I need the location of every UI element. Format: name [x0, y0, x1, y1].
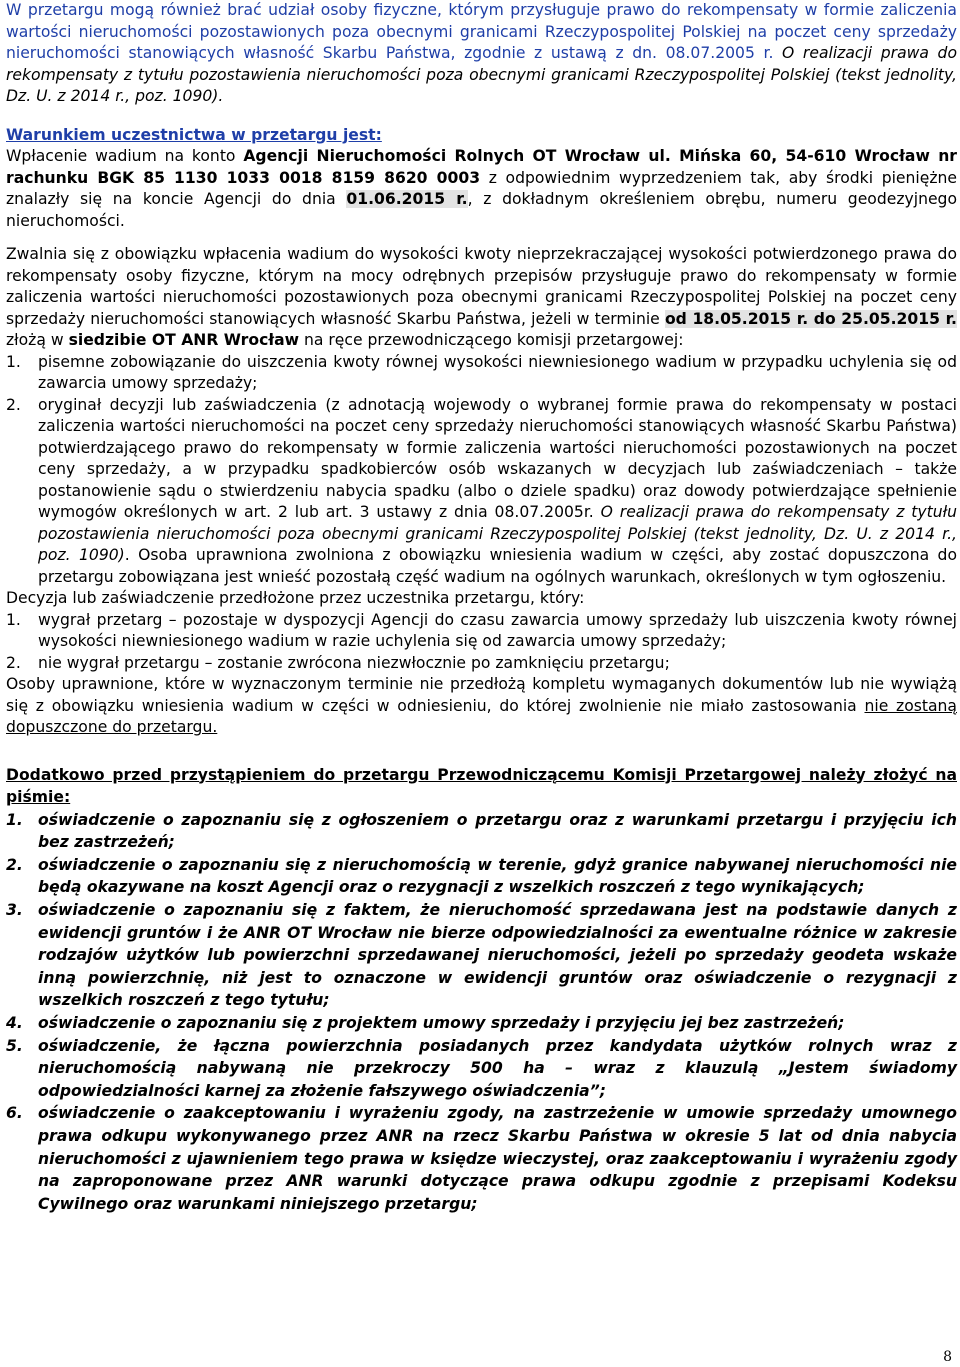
closing-text: Osoby uprawnione, które w wyznaczonym terminie nie przedłożą kompletu wymaganych dokumentów lub nie wywiążą się z obowiązku wniesienia wadium w części w odniesieniu, do której zwolnienie nie miało zastosowania [6, 675, 957, 715]
list-number: 2. [6, 855, 23, 874]
outcome-list-item [0, 653, 960, 675]
list-number: 2. [6, 653, 21, 672]
list-text: oświadczenie o zapoznaniu się z nieruchomością w terenie, gdyż granice nabywanej nieruchomości nie będą okazywane na koszt Agencji oraz o rezygnacji z wszelkich roszczeń z tego wynikających; [38, 855, 957, 897]
list-text: oświadczenie, że łączna powierzchnia posiadanych przez kandydata użytków rolnych wraz z nieruchomością nabywaną nie przekroczy 500 ha – wraz z klauzulą „Jestem świadomy odpowiedzialności karnej za złożenie fałszywego oświadczenia”; [38, 1036, 957, 1100]
exempt-text-2: złożą w [6, 331, 69, 349]
page-number: 8 [943, 1349, 952, 1365]
list-number: 6. [6, 1104, 23, 1123]
list-text-group [38, 395, 957, 589]
list-text: nie wygrał przetargu – zostanie zwrócona niezwłocznie po zamknięciu przetargu; [38, 653, 670, 672]
statement-item [0, 899, 960, 1012]
list-number: 1. [6, 610, 21, 629]
deposit-text-3: , z dokładnym określeniem obrębu, numeru geodezyjnego nieruchomości. [6, 190, 957, 230]
exempt-text-3: na ręce przewodniczącego komisji przetargowej: [299, 331, 684, 349]
deposit-heading [0, 125, 960, 147]
closing-underlined: nie zostaną dopuszczone do przetargu. [6, 696, 957, 736]
list-text: oświadczenie o zapoznaniu się z faktem, że nieruchomość sprzedawana jest na podstawie danych z ewidencji gruntów i że ANR OT Wrocław nie bierze odpowiedzialności za ewentualne różnice w zakresie rodzajów użytków lub powierzchni sprzedawanej nieruchomości, jeżeli po sprzedaży geodeta wskaże inną powierzchnię, niż jest to oznaczone w ewidencji gruntów oraz oświadczenie o rezygnacji z wszelkich roszczeń z tego tytułu; [38, 901, 957, 1010]
list-number: 5. [6, 1036, 23, 1055]
intro-act-reference: O realizacji prawa do rekompensaty z tytułu pozostawienia nieruchomości poza obecnymi granicami Rzeczypospolitej Polskiej (tekst jednolity, Dz. U. z 2014 r., poz. 1090). [6, 44, 957, 105]
decision-paragraph: Decyzja lub zaświadczenie przedłożone przez uczestnika przetargu, który: [6, 589, 585, 607]
list-number: 4. [6, 1014, 23, 1033]
closing-paragraph [0, 674, 960, 739]
statement-item [0, 1035, 960, 1103]
statement-item [0, 1012, 960, 1035]
deposit-heading-text: Warunkiem uczestnictwa w przetargu jest: [6, 125, 382, 144]
intro-text: W przetargu mogą również brać udział osoby fizyczne, którym przysługuje prawo do rekompensaty w formie zaliczenia wartości nieruchomości pozostawionych poza obecnymi granicami Rzeczypospolitej Polskiej na poczet ceny sprzedaży nieruchomości stanowiących własność Skarbu Państwa, zgodnie z ustawą z dn. 08.07.2005 r. [6, 1, 957, 62]
list-text: pisemne zobowiązanie do uiszczenia kwoty równej wysokości niewniesionego wadium w przypadku uchylenia się od zawarcia umowy sprzedaży; [38, 352, 957, 392]
list-text: oświadczenie o zapoznaniu się z projektem umowy sprzedaży i przyjęciu jej bez zastrzeżeń; [38, 1014, 845, 1033]
intro-paragraph [0, 0, 960, 108]
deposit-text-1: Wpłacenie wadium na konto [6, 147, 244, 165]
statement-item [0, 809, 960, 854]
deposit-agency-account: Agencji Nieruchomości Rolnych OT Wrocław ul. Mińska 60, 54-610 Wrocław nr rachunku BGK 85 1130 1033 0018 8159 8620 0003 [6, 147, 957, 187]
statement-item [0, 854, 960, 899]
outcome-list-item [0, 610, 960, 653]
list-text-tail: . Osoba uprawniona zwolniona z obowiązku wniesienia wadium w części, aby zostać dopuszczona do przetargu zobowiązana jest wnieść pozostałą część wadium na ogólnych warunkach, określonych w tym ogłoszeniu. [38, 546, 957, 586]
list-number: 1. [6, 352, 21, 371]
exempt-period: od 18.05.2015 r. do 25.05.2015 r. [664, 309, 957, 328]
statement-item [0, 1102, 960, 1215]
list-number: 2. [6, 395, 21, 414]
list-text: oświadczenie o zaakceptowaniu i wyrażeniu zgody, na zastrzeżenie w umowie sprzedaży umownego prawa odkupu wykonywanego przez ANR na rzecz Skarbu Państwa w okresie 5 lat od dnia nabycia nieruchomości z ujawnieniem tego prawa w księdze wieczystej, oraz zaakceptowaniu i wyrażeniu zgody na zaproponowane przez ANR warunki dotyczące prawa odkupu zgodnie z przepisami Kodeksu Cywilnego oraz warunkami niniejszego przetargu; [38, 1104, 957, 1213]
statements-heading: Dodatkowo przed przystąpieniem do przetargu Przewodniczącemu Komisji Przetargowej należy złożyć na piśmie: [6, 765, 957, 807]
exempt-list-item [0, 395, 960, 589]
list-act-reference: O realizacji prawa do rekompensaty z tytułu pozostawienia nieruchomości poza obecnymi granicami Rzeczypospolitej Polskiej (tekst jednolity, Dz. U. z 2014 r., poz. 1090) [38, 503, 957, 564]
exempt-text-1: Zwalnia się z obowiązku wpłacenia wadium do wysokości kwoty nieprzekraczającej wysokości potwierdzonego prawa do rekompensaty osoby fizyczne, którym na mocy odrębnych przepisów przysługuje prawo do rekompensaty w formie zaliczenia wartości nieruchomości pozostawionych poza obecnymi granicami Rzeczypospolitej Polskiej na poczet ceny sprzedaży nieruchomości stanowiących własność Skarbu Państwa, jeżeli w terminie [6, 245, 957, 328]
exempt-place: siedzibie OT ANR Wrocław [68, 331, 300, 349]
deposit-paragraph [0, 146, 960, 232]
list-number: 3. [6, 901, 23, 920]
list-text: oświadczenie o zapoznaniu się z ogłoszeniem o przetargu oraz z warunkami przetargu i przyjęciu ich bez zastrzeżeń; [38, 810, 957, 852]
list-number: 1. [6, 810, 23, 829]
exempt-paragraph [0, 244, 960, 352]
list-text: wygrał przetarg – pozostaje w dyspozycji Agencji do czasu zawarcia umowy sprzedaży lub uiszczenia kwoty równej wysokości niewniesionego wadium w razie uchylenia się od zawarcia umowy sprzedaży; [38, 610, 957, 650]
exempt-list-item [0, 352, 960, 395]
deposit-deadline: 01.06.2015 r. [346, 190, 468, 208]
list-text: oryginał decyzji lub zaświadczenia (z adnotacją wojewody o wybranej formie prawa do rekompensaty w postaci zaliczenia wartości nieruchomości na poczet ceny sprzedaży nieruchomości stanowiących własność Skarbu Państwa) potwierdzającego prawo do rekompensaty w formie zaliczenia wartości nieruchomości pozostawionych na poczet ceny sprzedaży, a w przypadku spadkobierców osób wskazanych w decyzjach lub zaświadczeniach – także postanowienie sądu o stwierdzeniu nabycia spadku (albo o dziele spadku) oraz dowody potwierdzające spełnienie wymogów określonych w art. 2 lub art. 3 ustawy z dnia 08.07.2005r. [38, 395, 957, 521]
deposit-text-2: z odpowiednim wyprzedzeniem tak, aby środki pieniężne znalazły się na koncie Agencji do dnia [6, 168, 957, 208]
